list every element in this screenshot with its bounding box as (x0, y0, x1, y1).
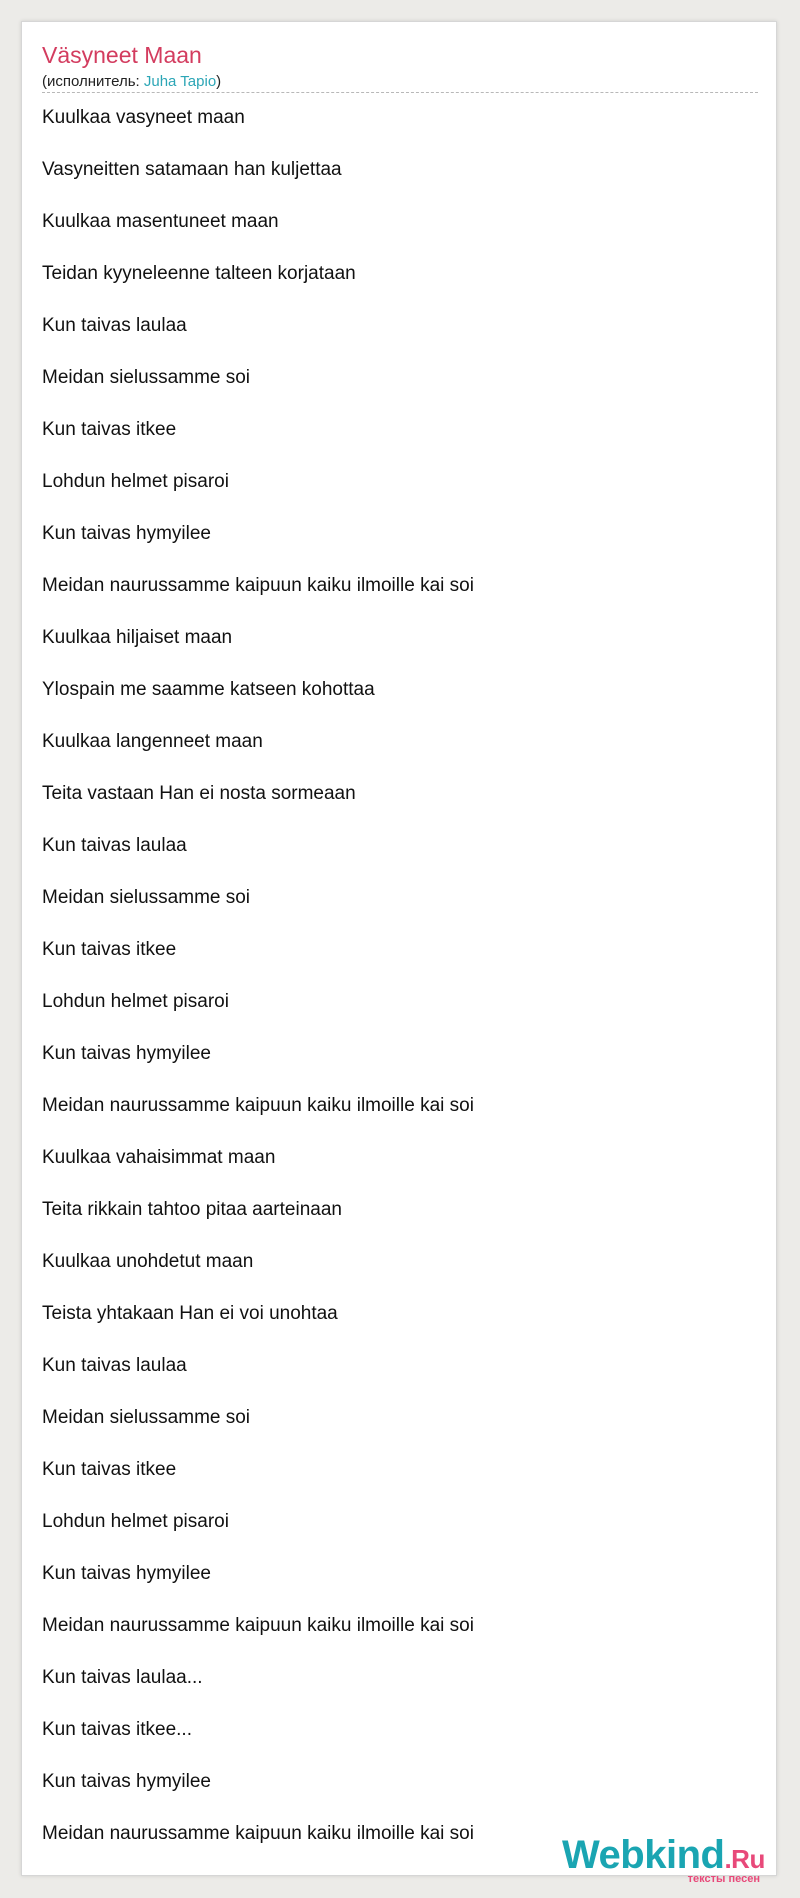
lyric-line: Kun taivas hymyilee (42, 1771, 211, 1792)
lyric-line: Lohdun helmet pisaroi (42, 471, 229, 492)
lyric-line: Lohdun helmet pisaroi (42, 1511, 229, 1532)
lyric-line: Kuulkaa unohdetut maan (42, 1251, 254, 1272)
lyric-line: Kun taivas hymyilee (42, 1043, 211, 1064)
lyric-line: Kun taivas laulaa (42, 1355, 187, 1376)
lyric-line: Teista yhtakaan Han ei voi unohtaa (42, 1303, 338, 1324)
lyrics-list (42, 105, 474, 1873)
lyric-line: Meidan naurussamme kaipuun kaiku ilmoille kai soi (42, 1615, 474, 1636)
performer-line (42, 73, 221, 90)
lyric-line: Kun taivas itkee (42, 939, 177, 960)
lyric-line: Meidan naurussamme kaipuun kaiku ilmoille kai soi (42, 1823, 474, 1844)
lyric-line: Vasyneitten satamaan han kuljettaa (42, 159, 342, 180)
lyric-line: Kuulkaa vasyneet maan (42, 107, 245, 128)
lyric-line: Kun taivas hymyilee (42, 1563, 211, 1584)
logo-tld: .Ru (724, 1844, 765, 1874)
lyric-line: Teidan kyyneleenne talteen korjataan (42, 263, 356, 284)
lyric-line: Kuulkaa masentuneet maan (42, 211, 279, 232)
lyric-line: Meidan sielussamme soi (42, 367, 251, 388)
logo-wordmark: Webkind.Ru (562, 1833, 765, 1877)
lyric-line: Kun taivas itkee... (42, 1719, 192, 1740)
performer-suffix: ) (216, 73, 222, 90)
lyric-line: Kun taivas laulaa... (42, 1667, 203, 1688)
lyric-line: Meidan naurussamme kaipuun kaiku ilmoille kai soi (42, 1095, 474, 1116)
lyric-line: Meidan naurussamme kaipuun kaiku ilmoille kai soi (42, 575, 474, 596)
lyric-line: Teita vastaan Han ei nosta sormeaan (42, 783, 356, 804)
lyric-line: Kun taivas hymyilee (42, 523, 211, 544)
lyric-line: Kun taivas itkee (42, 419, 177, 440)
performer-prefix: (исполнитель: (42, 73, 144, 90)
lyric-line: Meidan sielussamme soi (42, 887, 251, 908)
song-title: Väsyneet Maan (42, 42, 202, 68)
lyric-line: Kuulkaa langenneet maan (42, 731, 263, 752)
lyric-line: Lohdun helmet pisaroi (42, 991, 229, 1012)
lyric-line: Kuulkaa vahaisimmat maan (42, 1147, 276, 1168)
lyric-line: Ylospain me saamme katseen kohottaa (42, 679, 375, 700)
lyric-line: Kun taivas itkee (42, 1459, 177, 1480)
lyric-line: Kuulkaa hiljaiset maan (42, 627, 233, 648)
logo-tagline: тексты песен (687, 1873, 760, 1885)
lyric-line: Meidan sielussamme soi (42, 1407, 251, 1428)
performer-link[interactable]: Juha Tapio (143, 73, 217, 90)
divider (42, 92, 758, 93)
lyric-line: Teita rikkain tahtoo pitaa aarteinaan (42, 1199, 342, 1220)
lyric-line: Kun taivas laulaa (42, 315, 187, 336)
lyric-line: Kun taivas laulaa (42, 835, 187, 856)
webkind-logo[interactable] (562, 1835, 772, 1885)
lyrics-card (21, 21, 777, 1876)
